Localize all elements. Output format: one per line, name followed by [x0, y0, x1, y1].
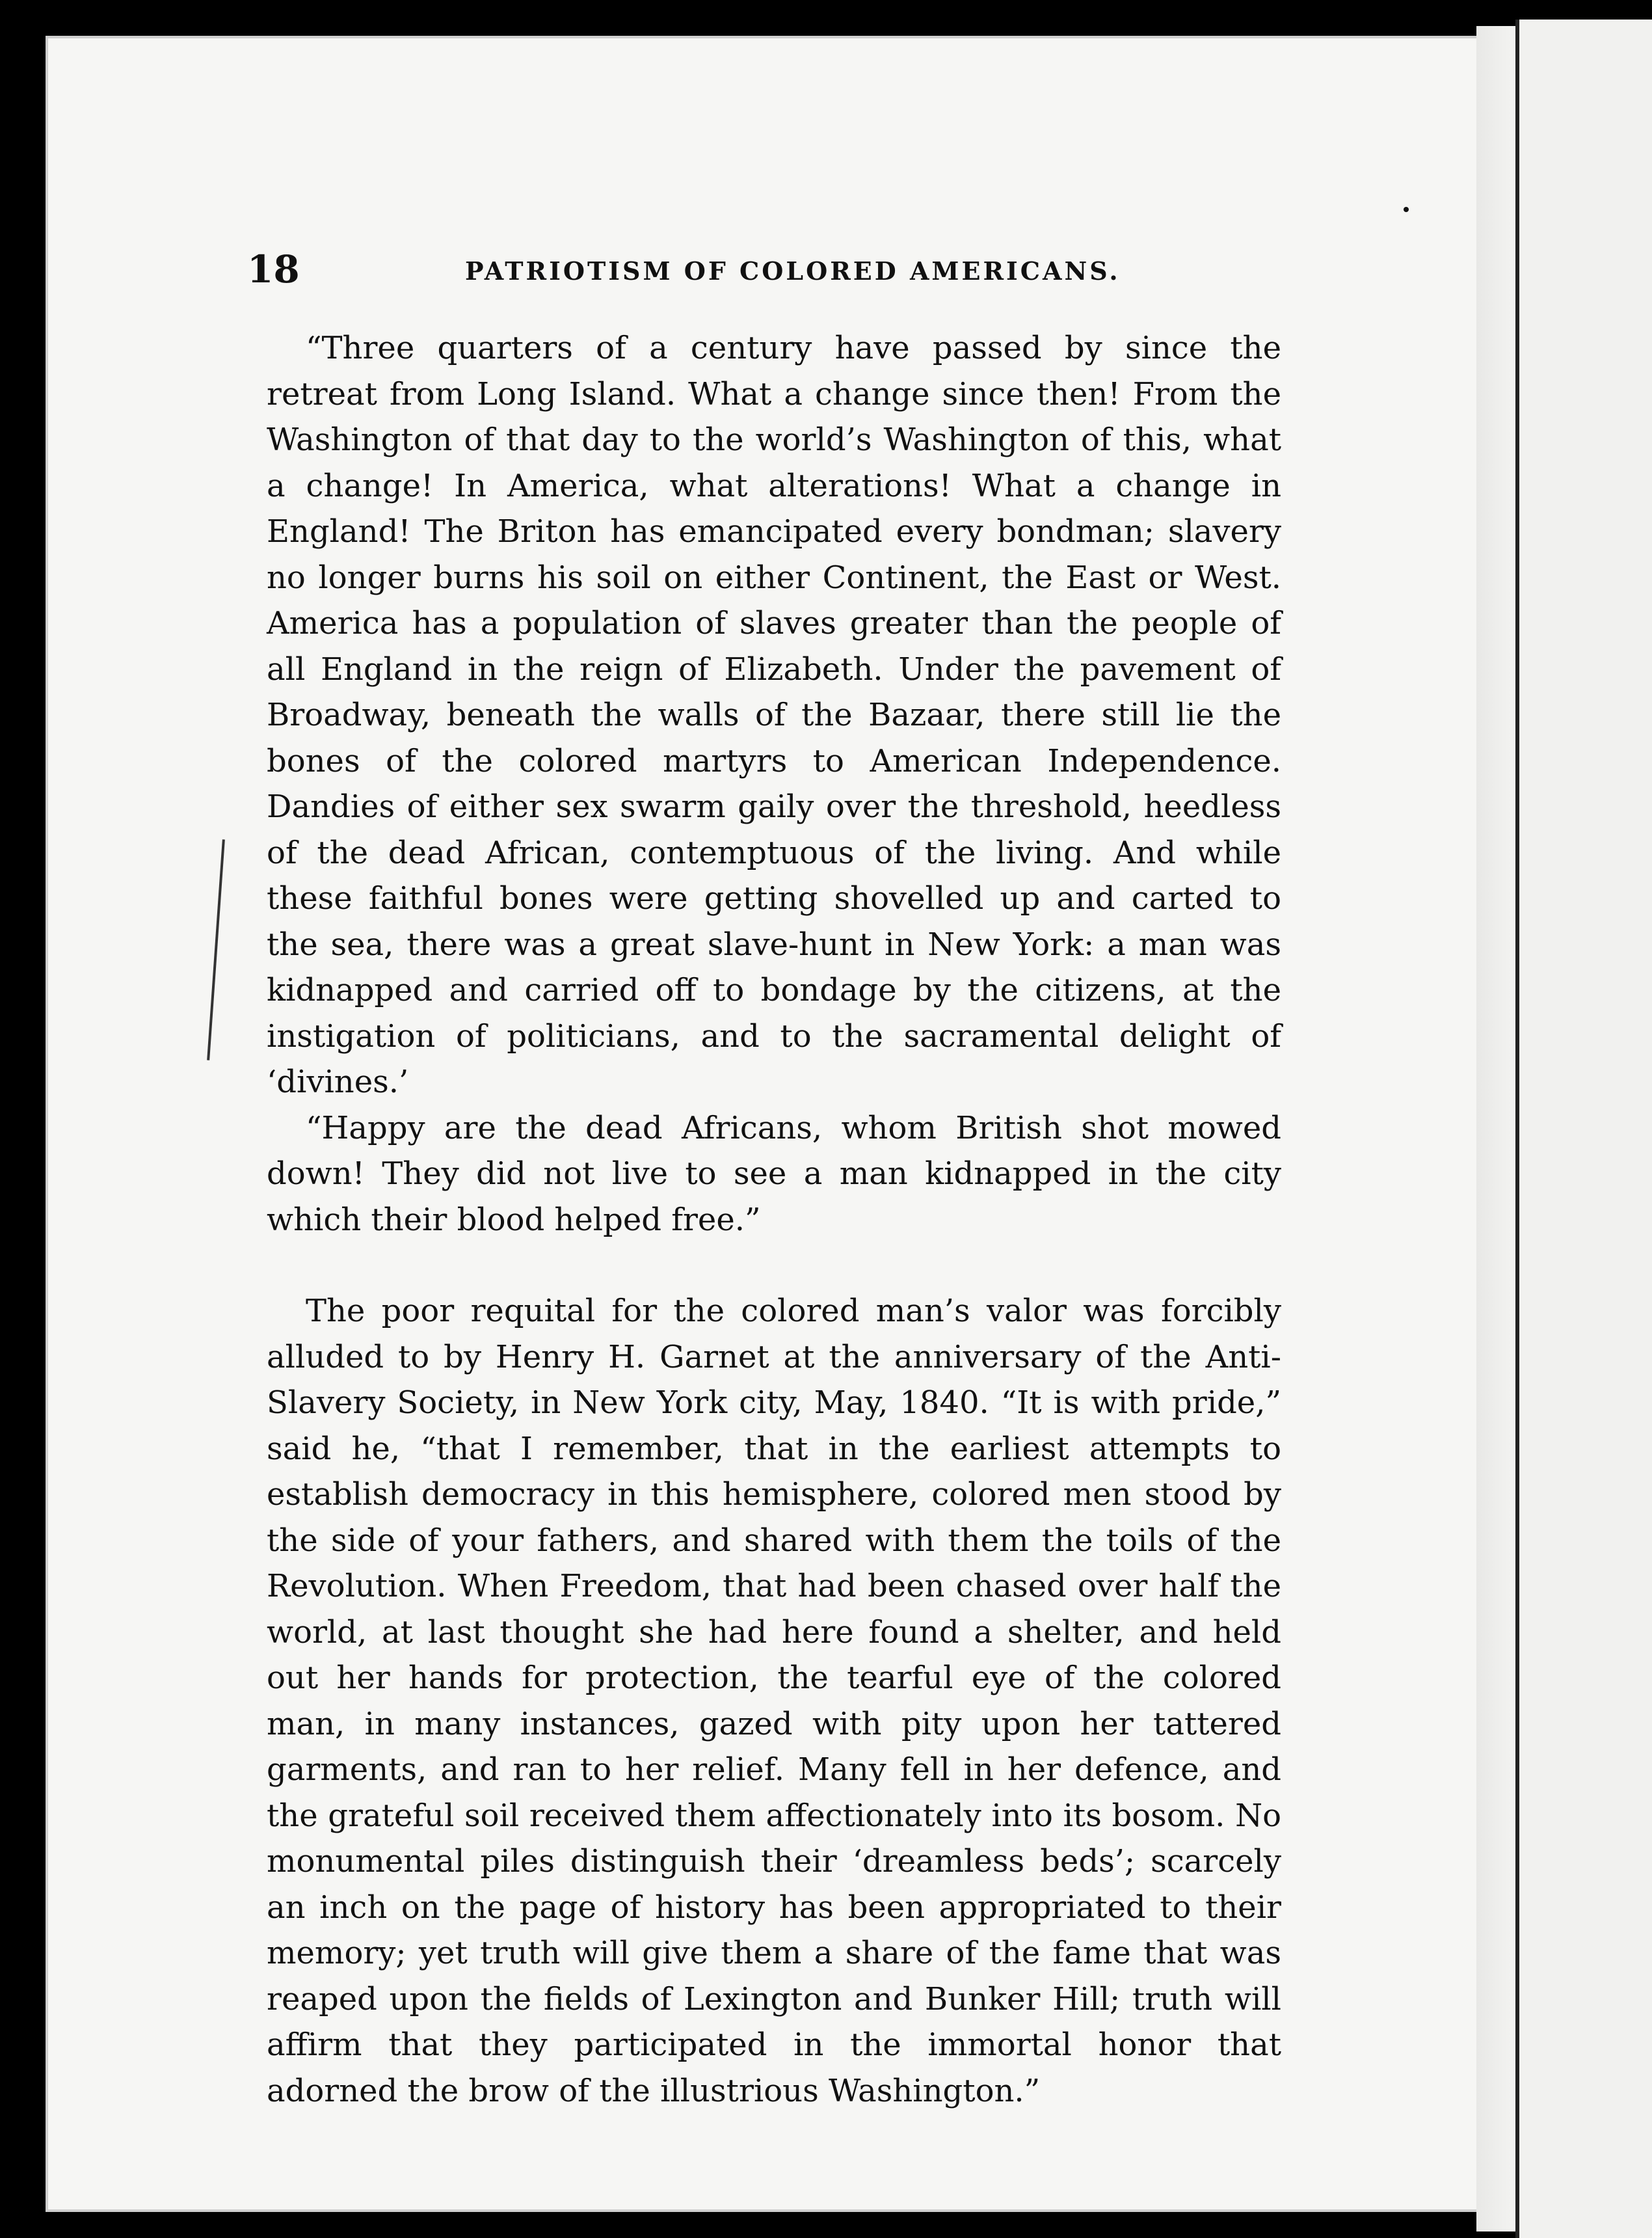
page-number: 18	[247, 247, 300, 291]
paragraph-quote-1: “Three quarters of a century have passed by since the retreat from Long Island. What a change since then! From the Washington of that day to the world’s Washington of this, what a change! In America, what alterations! What a change in England! The Briton has emancipated every bondman; slavery no longer burns his soil on either Continent, the East or West. America has a population of slaves greater than the people of all England in the reign of Elizabeth. Under the pavement of Broadway, beneath the walls of the Bazaar, there still lie the bones of the colored martyrs to American Independence. Dandies of either sex swarm gaily over the threshold, heedless of the dead African, contemptuous of the living. And while these faithful bones were getting shovelled up and carted to the sea, there was a great slave-hunt in New York: a man was kidnapped and carried off to bondage by the citizens, at the instigation of politicians, and to the sacramental delight of ‘divines.’	[267, 330, 1281, 1100]
paragraph-garnet: The poor requital for the colored man’s valor was forcibly alluded to by Henry H. Garnet at the anniversary of the Anti-Slavery Society, in New York city, May, 1840. “It is with pride,” said he, “that I remember, that in the earliest attempts to establish democracy in this hemisphere, colored men stood by the side of your fathers, and shared with them the toils of the Revolution. When Freedom, that had been chased over half the world, at last thought she had here found a shelter, and held out her hands for protection, the tearful eye of the colored man, in many instances, gazed with pity upon her tattered garments, and ran to her relief. Many fell in her defence, and the grateful soil received them affectionately into its bosom. No monumental piles distinguish their ‘dreamless beds’; scarcely an inch on the page of history has been appropriated to their memory; yet truth will give them a share of the fame that was reaped upon the fields of Lexington and Bunker Hill; truth will affirm that they participated in the immortal honor that adorned the brow of the illustrious Washington.”	[267, 1293, 1281, 2109]
paragraph-quote-2: “Happy are the dead Africans, whom British shot mowed down! They did not live to see a man kidnapped in the city which their blood helped free.”	[267, 1109, 1281, 1238]
body-text	[267, 325, 1281, 2114]
ink-speck	[1404, 207, 1409, 212]
running-title: PATRIOTISM OF COLORED AMERICANS.	[465, 256, 1121, 286]
page-header	[247, 247, 1288, 299]
page-gutter-shadow	[1476, 26, 1518, 2231]
paragraph-gap	[267, 1243, 1281, 1288]
facing-page-edge	[1515, 20, 1652, 2238]
